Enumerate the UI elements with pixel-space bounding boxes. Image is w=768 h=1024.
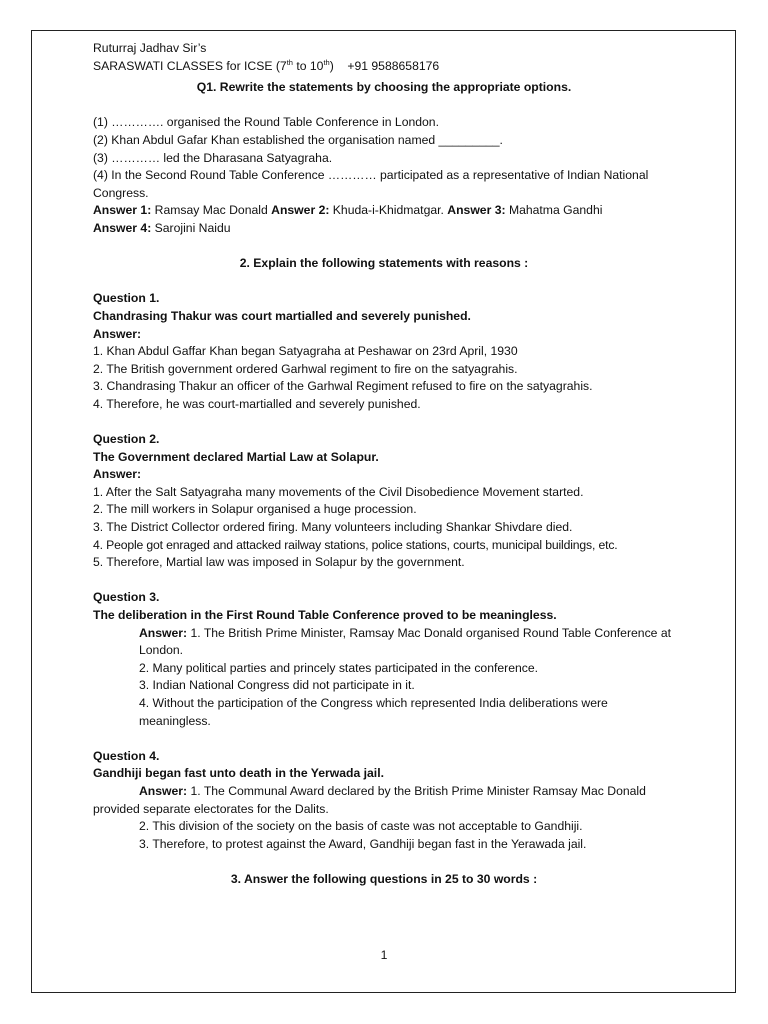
section3-title: 3. Answer the following questions in 25 to 30 words :	[230, 871, 538, 886]
answer-point: 3. The District Collector ordered firing. Many volunteers including Shankar Shivdare died.	[93, 520, 573, 535]
answer-label: Answer:	[93, 467, 142, 482]
answer-point: 3. Chandrasing Thakur an officer of the Garhwal Regiment refused to fire on the satyagrahis.	[93, 379, 593, 394]
section2-title: 2. Explain the following statements with reasons :	[239, 256, 529, 271]
question-heading: Question 4.	[93, 748, 160, 763]
header-classes: SARASWATI CLASSES for ICSE (7th to 10th) +91 9588658176	[93, 57, 440, 73]
header-author: Ruturraj Jadhav Sir’s	[93, 41, 207, 55]
question-statement: Gandhiji began fast unto death in the Yerwada jail.	[93, 766, 384, 781]
answer-point: 1. After the Salt Satyagraha many movements of the Civil Disobedience Movement started.	[93, 484, 584, 499]
answer-point: 4. People got enraged and attacked railway stations, police stations, courts, municipal buildings, etc.	[93, 537, 618, 552]
answer-point: 2. The British government ordered Garhwal regiment to fire on the satyagrahis.	[93, 361, 518, 376]
q1-title: Q1. Rewrite the statements by choosing the appropriate options.	[196, 80, 572, 95]
answer-point: Answer: 1. The British Prime Minister, Ramsay Mac Donald organised Round Table Conference at London.	[139, 625, 671, 658]
question-heading: Question 1.	[93, 291, 160, 306]
answer-point: 3. Therefore, to protest against the Award, Gandhiji began fast in the Yerawada jail.	[139, 836, 587, 851]
answer-point: 2. The mill workers in Solapur organised a huge procession.	[93, 502, 417, 517]
question-statement: The Government declared Martial Law at Solapur.	[93, 449, 379, 464]
answer-point: 1. Khan Abdul Gaffar Khan began Satyagraha at Peshawar on 23rd April, 1930	[93, 344, 518, 359]
page-number: 1	[380, 948, 388, 962]
answer-point: 4. Therefore, he was court-martialled and severely punished.	[93, 396, 421, 411]
answer-point: 2. Many political parties and princely states participated in the conference.	[139, 660, 539, 675]
document-body	[93, 40, 693, 889]
q1-answers-row: Answer 4: Sarojini Naidu	[93, 220, 231, 235]
q1-item: (2) Khan Abdul Gafar Khan established the organisation named _________.	[93, 132, 503, 147]
q1-answers-row: Answer 1: Ramsay Mac Donald Answer 2: Khuda-i-Khidmatgar. Answer 3: Mahatma Gandhi	[93, 203, 603, 218]
question-statement: Chandrasing Thakur was court martialled and severely punished.	[93, 308, 471, 323]
header-phone: +91 9588658176	[347, 58, 440, 73]
question-statement: The deliberation in the First Round Table Conference proved to be meaningless.	[93, 608, 557, 622]
question-heading: Question 3.	[93, 590, 160, 605]
answer-point: 4. Without the participation of the Congress which represented India deliberations were meaningless.	[139, 695, 608, 728]
answer-label: Answer:	[93, 326, 142, 341]
answer-point: Answer: 1. The Communal Award declared by the British Prime Minister Ramsay Mac Donald provided separate electorates for the Dalits.	[93, 783, 646, 816]
answer-point: 5. Therefore, Martial law was imposed in Solapur by the government.	[93, 555, 465, 570]
q1-item: (1) …………. organised the Round Table Conference in London.	[93, 115, 439, 130]
question-heading: Question 2.	[93, 432, 160, 447]
answer-point: 3. Indian National Congress did not participate in it.	[139, 678, 415, 693]
q1-item: (4) In the Second Round Table Conference ………… participated as a representative of Indian National Congress.	[93, 168, 649, 200]
answer-point: 2. This division of the society on the basis of caste was not acceptable to Gandhiji.	[139, 819, 583, 834]
q1-item: (3) ………… led the Dharasana Satyagraha.	[93, 150, 333, 165]
